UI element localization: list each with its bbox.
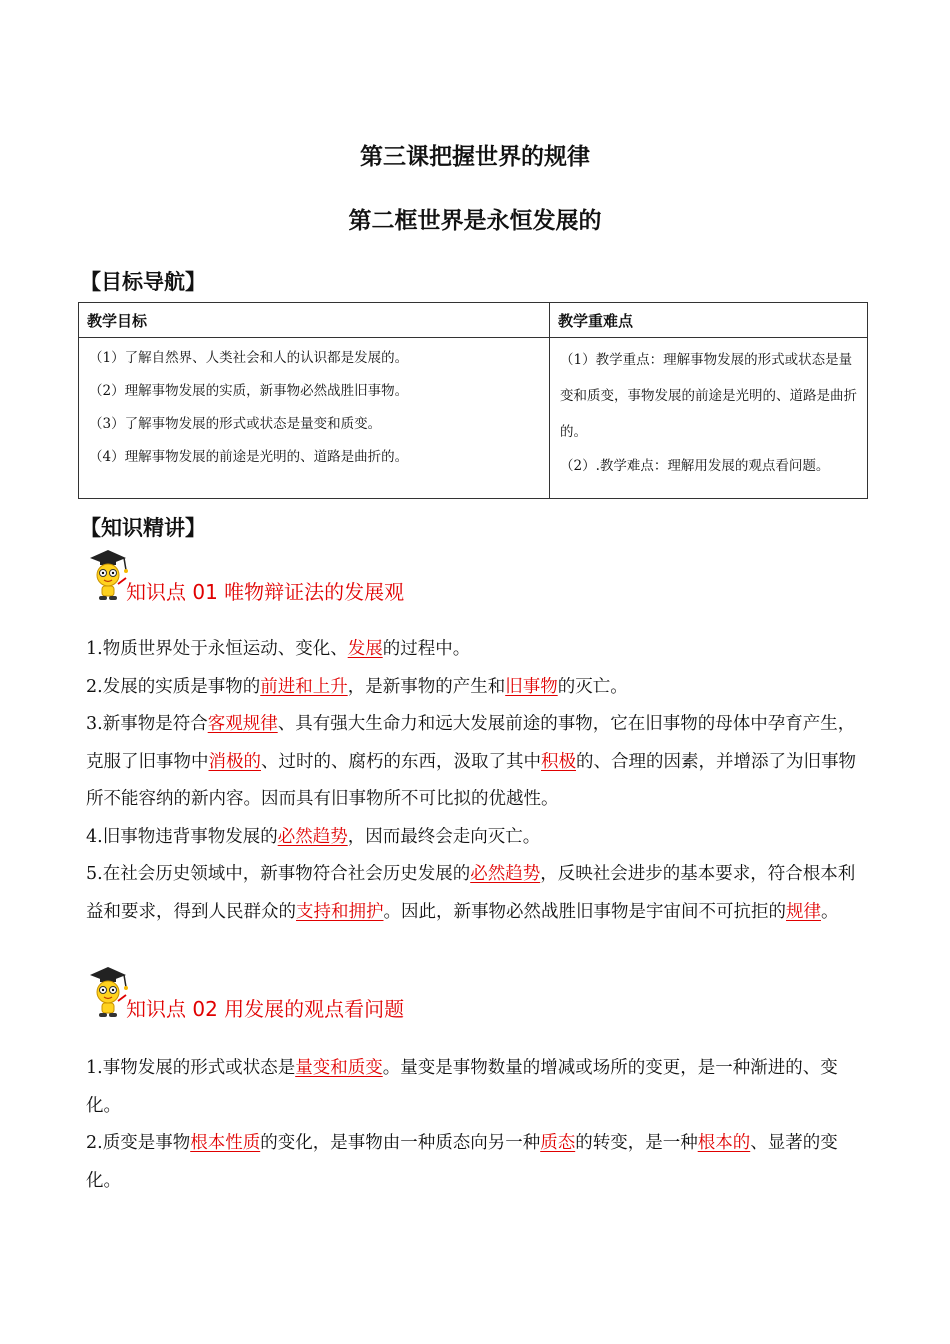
key-point-text: （1）教学重点：理解事物发展的形式或状态是量变和质变，事物发展的前途是光明的、道路是曲折的。	[560, 352, 857, 440]
highlight-answer: 支持和拥护	[296, 901, 384, 922]
item-text: 、过时的、腐朽的东西，汲取了其中	[261, 751, 541, 772]
page-subtitle: 第二框世界是永恒发展的	[348, 208, 602, 234]
highlight-answer: 根本的	[697, 1133, 751, 1153]
item-text: ，反映社会进步的基本要求，符合根本利益和要求，得到人民群众的	[86, 864, 856, 922]
highlight-answer: 客观规律	[207, 714, 278, 734]
item-text: ，是新事物的产生和	[347, 676, 506, 697]
item-text: 、具有强大生命力和远大发展前途的事物，它在旧事物的母体中孕育产生，克服了旧事物中	[86, 714, 856, 772]
item-text: 的过程中。	[382, 639, 471, 659]
highlight-answer: 根本性质	[190, 1133, 261, 1153]
highlight-answer: 质态	[540, 1133, 576, 1153]
knowledge-item	[86, 1050, 856, 1125]
highlight-answer: 发展	[347, 639, 383, 659]
knowledge-item	[86, 706, 856, 819]
knowledge-point-body	[86, 1050, 856, 1200]
section-heading-goals: 【目标导航】	[80, 270, 206, 294]
knowledge-point-title: 知识点 01 唯物辩证法的发展观	[126, 580, 405, 604]
goal-item: （4）理解事物发展的前途是光明的、道路是曲折的。	[89, 449, 409, 465]
item-text: 的变化，是事物由一种质态向另一种	[260, 1133, 541, 1153]
highlight-answer: 必然趋势	[277, 826, 348, 847]
knowledge-point-title: 知识点 02 用发展的观点看问题	[126, 997, 405, 1021]
goal-item: （1）了解自然界、人类社会和人的认识都是发展的。	[89, 350, 409, 366]
item-text: 。	[821, 901, 839, 922]
knowledge-item	[86, 856, 856, 931]
goal-item: （2）理解事物发展的实质，新事物必然战胜旧事物。	[89, 383, 409, 399]
knowledge-item	[86, 819, 856, 857]
table-header-goals: 教学目标	[79, 303, 550, 338]
item-text: 、显著的变化。	[86, 1133, 838, 1191]
item-text: 。因此，新事物必然战胜旧事物是宇宙间不可抗拒的	[383, 901, 786, 922]
item-text: 1.事物发展的形式或状态是	[86, 1058, 296, 1078]
highlight-answer: 必然趋势	[470, 864, 541, 884]
highlight-answer: 量变和质变	[295, 1058, 383, 1078]
goal-item: （3）了解事物发展的形式或状态是量变和质变。	[89, 416, 382, 432]
section-heading-knowledge: 【知识精讲】	[80, 516, 206, 540]
knowledge-item	[86, 631, 856, 669]
item-text: 的转变，是一种	[575, 1133, 698, 1153]
knowledge-item	[86, 1125, 856, 1200]
knowledge-point-header	[86, 548, 586, 604]
item-text: 的灭亡。	[557, 676, 628, 697]
item-text: 2.质变是事物	[86, 1133, 191, 1153]
item-text: 5.在社会历史领域中，新事物符合社会历史发展的	[86, 864, 471, 884]
item-text: ，因而最终会走向灭亡。	[347, 826, 541, 847]
item-text: 2.发展的实质是事物的	[86, 676, 261, 697]
key-points-cell	[550, 338, 868, 499]
goals-cell	[79, 338, 550, 499]
highlight-answer: 积极	[541, 751, 576, 772]
knowledge-point-header	[86, 965, 586, 1021]
highlight-answer: 消极的	[208, 751, 261, 772]
difficult-point-text: （2）.教学难点：理解用发展的观点看问题。	[560, 458, 830, 474]
highlight-answer: 规律	[786, 901, 821, 922]
item-text: 3.新事物是符合	[86, 714, 208, 734]
item-text: 的、合理的因素，并增添了为旧事物所不能容纳的新内容。因而具有旧事物所不可比拟的优越性。	[86, 751, 856, 809]
highlight-answer: 前进和上升	[260, 676, 348, 697]
page-title: 第三课把握世界的规律	[360, 144, 590, 170]
knowledge-item	[86, 669, 856, 707]
graduate-mascot-icon	[86, 548, 130, 604]
goals-table	[78, 302, 868, 499]
item-text: 1.物质世界处于永恒运动、变化、	[86, 639, 348, 659]
table-header-key-points: 教学重难点	[550, 303, 868, 338]
item-text: 4.旧事物违背事物发展的	[86, 826, 278, 847]
knowledge-point-body	[86, 631, 856, 931]
highlight-answer: 旧事物	[505, 676, 558, 697]
item-text: 。量变是事物数量的增减或场所的变更，是一种渐进的、变化。	[86, 1058, 838, 1116]
graduate-mascot-icon	[86, 965, 130, 1021]
